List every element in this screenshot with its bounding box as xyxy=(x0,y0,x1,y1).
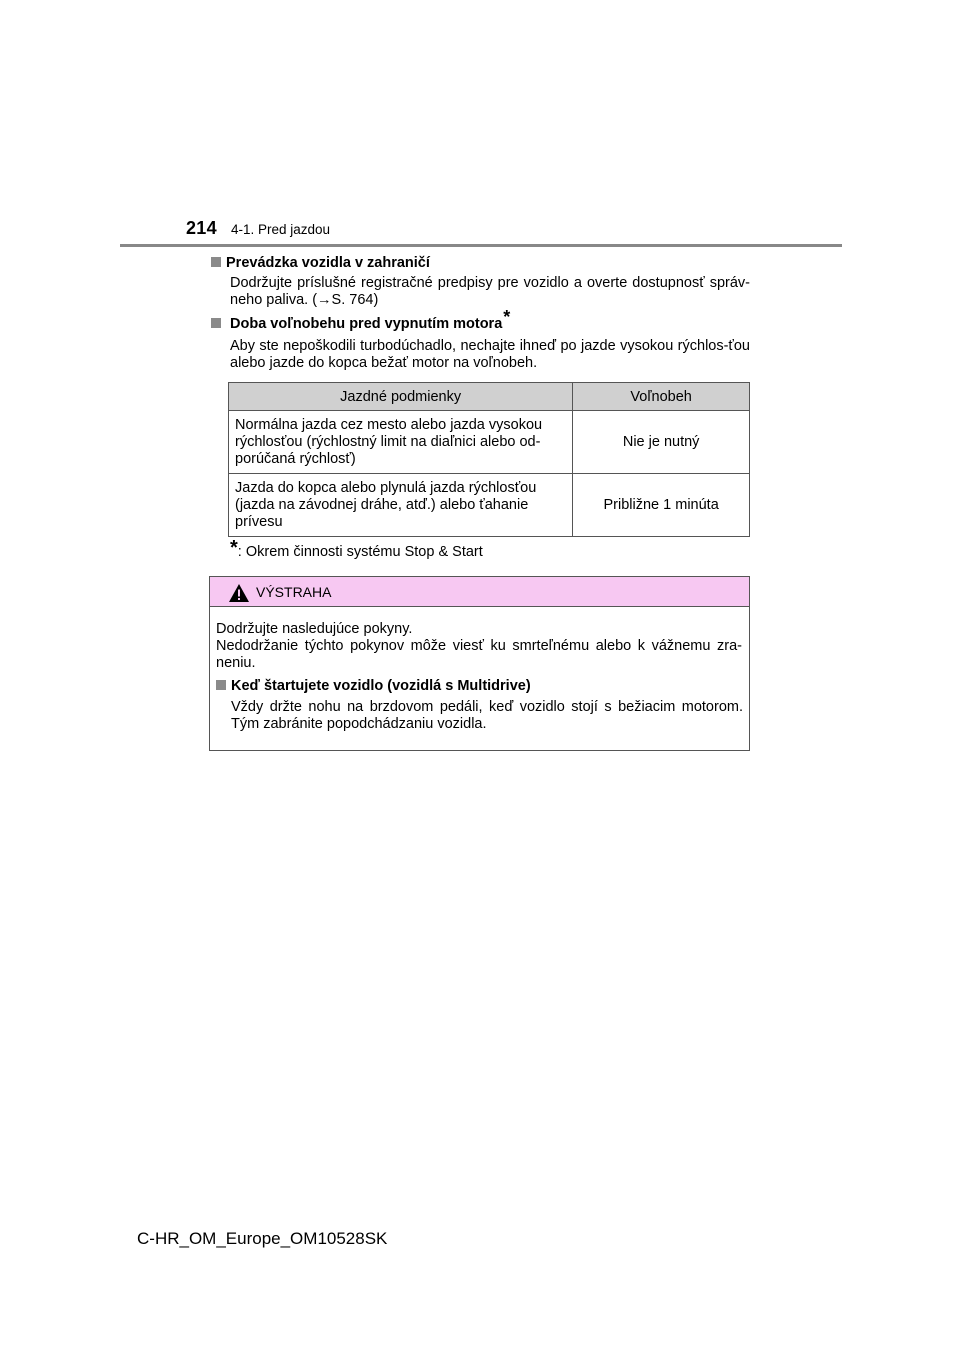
table-header-conditions: Jazdné podmienky xyxy=(229,383,573,411)
chapter-title: 4-1. Pred jazdou xyxy=(231,222,331,237)
square-bullet-icon xyxy=(211,257,221,267)
footnote-text: : Okrem činnosti systému Stop & Start xyxy=(237,544,483,560)
table-row xyxy=(229,474,750,537)
warning-header xyxy=(210,577,749,607)
idle-conditions-table xyxy=(228,382,750,537)
section-body-abroad: Dodržujte príslušné registračné predpisy pre vozidlo a overte dostupnosť správ-neho paliva. (→S. 764) xyxy=(230,275,750,308)
heading-asterisk: * xyxy=(503,307,511,327)
section-heading-idle: Doba voľnobehu pred vypnutím motora* xyxy=(211,316,510,332)
table-cell-condition: Jazda do kopca alebo plynulá jazda rýchlosťou (jazda na závodnej dráhe, atď.) alebo ťahanie prívesu xyxy=(229,474,573,537)
table-cell-idle: Približne 1 minúta xyxy=(573,474,750,537)
table-cell-idle: Nie je nutný xyxy=(573,411,750,474)
table-header-idle: Voľnobeh xyxy=(573,383,750,411)
page-number: 214 xyxy=(186,218,217,238)
warning-box xyxy=(209,576,750,751)
footnote xyxy=(230,537,483,560)
document-id: C-HR_OM_Europe_OM10528SK xyxy=(137,1229,388,1248)
warning-triangle-icon xyxy=(228,583,250,603)
warning-subheading: Keď štartujete vozidlo (vozidlá s Multidrive) xyxy=(216,678,531,694)
square-bullet-icon xyxy=(211,318,221,328)
table-header-row xyxy=(229,383,750,411)
warning-sub-body: Vždy držte nohu na brzdovom pedáli, keď vozidlo stojí s bežiacim motorom. Tým zabránite popodchádzaniu vozidla. xyxy=(231,699,743,732)
section-heading-abroad: Prevádzka vozidla v zahraničí xyxy=(211,255,430,271)
warning-intro-line2: Nedodržanie týchto pokynov môže viesť ku smrteľnému alebo k vážnemu zra-neniu. xyxy=(216,638,742,671)
square-bullet-icon xyxy=(216,680,226,690)
table-cell-condition: Normálna jazda cez mesto alebo jazda vysokou rýchlosťou (rýchlostný limit na diaľnici alebo od-porúčaná rýchlosť) xyxy=(229,411,573,474)
section-body-idle: Aby ste nepoškodili turbodúchadlo, nechajte ihneď po jazde vysokou rýchlos-ťou alebo jazde do kopca bežať motor na voľnobeh. xyxy=(230,338,750,371)
table-row xyxy=(229,411,750,474)
footnote-asterisk: * xyxy=(230,537,238,559)
warning-title: VÝSTRAHA xyxy=(256,584,332,600)
header-rule xyxy=(120,244,842,247)
warning-intro-line1: Dodržujte nasledujúce pokyny. xyxy=(216,621,413,637)
